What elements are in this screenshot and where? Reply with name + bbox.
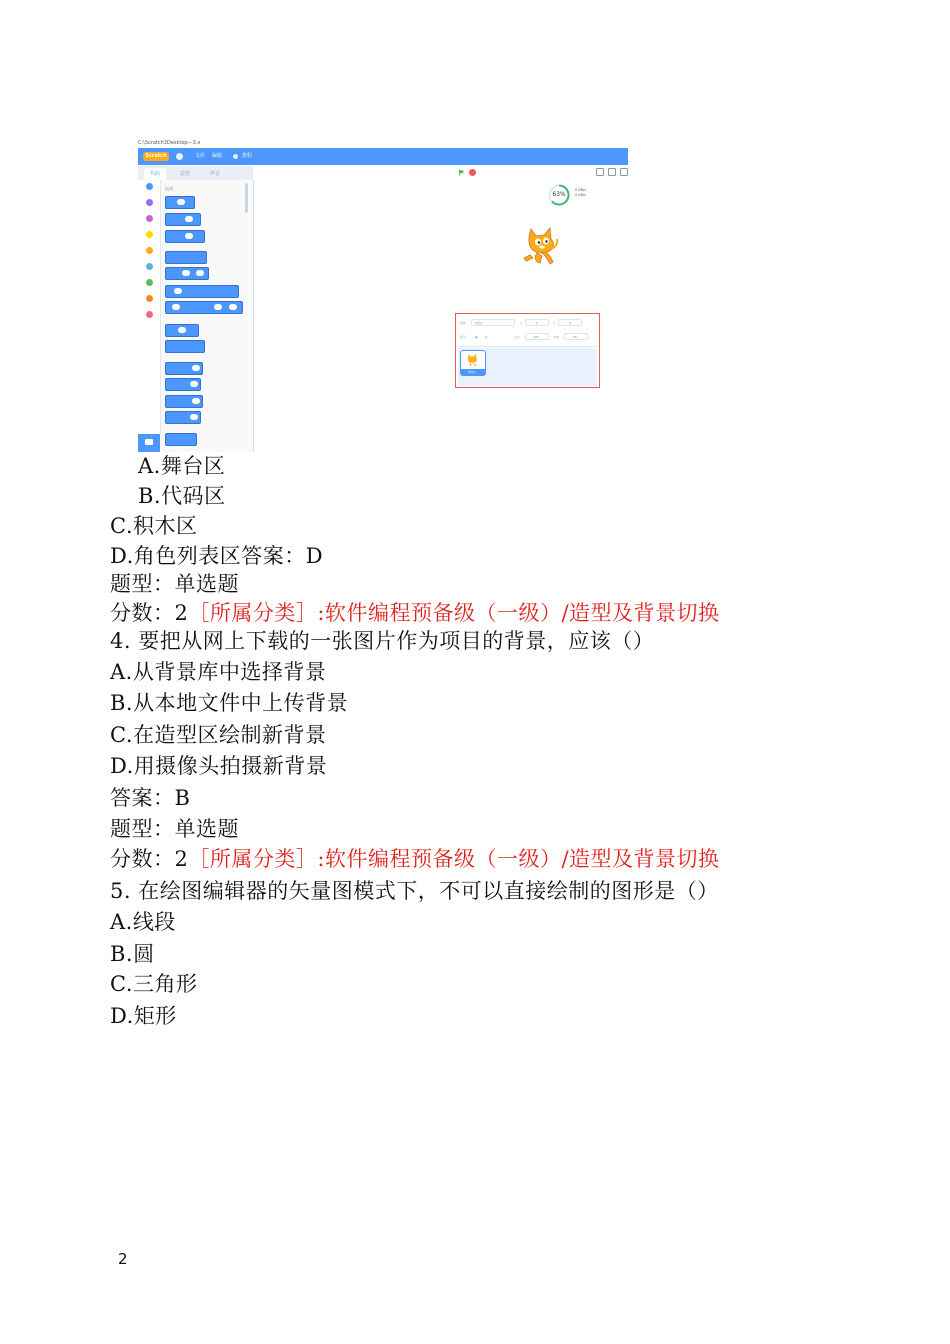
text-line: 4. 要把从网上下载的一张图片作为项目的背景，应该（） — [110, 629, 655, 653]
sprite-name-field[interactable] — [471, 319, 515, 326]
text-line: C.三角形 — [110, 972, 198, 996]
block-go-to[interactable] — [165, 251, 207, 264]
cat-thumbnail-icon — [465, 352, 480, 367]
scratch-cat-sprite[interactable] — [522, 225, 560, 267]
scratch-screenshot — [138, 139, 628, 452]
text-line: C.积木区 — [110, 514, 198, 538]
block-glide-to-xy[interactable] — [165, 301, 243, 314]
block-point-direction[interactable] — [165, 324, 199, 337]
sprite-list-area — [455, 313, 600, 388]
hide-icon[interactable]: ◎ — [485, 335, 488, 339]
download-speed: 0 KB/s — [575, 193, 587, 197]
score-category-line — [110, 599, 720, 627]
block-categories — [138, 180, 161, 434]
text-line: B.从本地文件中上传背景 — [110, 691, 349, 715]
tab-costumes[interactable]: 造型 — [180, 171, 191, 177]
y-value: 0 — [569, 321, 571, 325]
editor-tabs — [138, 166, 253, 180]
block-go-to-xy[interactable] — [165, 267, 209, 280]
upload-speed: 0 KB/s — [575, 188, 587, 192]
globe-icon[interactable] — [176, 153, 183, 160]
size-label: 大小 — [514, 335, 521, 339]
category-label: ［所属分类］:软件编程预备级（一级）/造型及背景切换 — [188, 601, 720, 625]
text-line: 5. 在绘图编辑器的矢量图模式下，不可以直接绘制的图形是（） — [110, 879, 719, 903]
text-line: B.圆 — [110, 942, 155, 966]
x-label: x — [520, 321, 522, 325]
x-field[interactable] — [525, 319, 549, 326]
sprite-info-panel — [458, 316, 597, 347]
direction-label: 方向 — [553, 335, 560, 339]
window-path: C:\Scratch3Desktop—3.x — [138, 140, 201, 146]
stop-icon[interactable] — [469, 169, 476, 176]
text-line: D.角色列表区答案：D — [110, 544, 324, 568]
sprite-thumbnail[interactable] — [460, 350, 486, 376]
palette-title: 运动 — [165, 186, 173, 191]
x-value: 0 — [536, 321, 538, 325]
show-visible-icon[interactable]: ◉ — [475, 335, 478, 339]
tutorial-icon — [233, 154, 238, 159]
text-line: 题型：单选题 — [110, 817, 239, 841]
tab-code[interactable]: 代码 — [144, 168, 166, 180]
large-stage-icon[interactable] — [608, 168, 616, 176]
sprite-thumbnails — [458, 348, 597, 386]
direction-value: 90 — [573, 335, 577, 339]
scratch-logo: Scratch — [143, 152, 169, 161]
sprite-label: 角色 — [460, 321, 467, 325]
score-category-line — [110, 845, 720, 873]
block-bounce[interactable] — [165, 433, 197, 446]
size-value: 100 — [533, 335, 539, 339]
block-change-y[interactable] — [165, 395, 203, 408]
add-extension-button[interactable] — [138, 434, 160, 452]
text-line: 答案：B — [110, 786, 191, 810]
category-variables[interactable] — [146, 295, 153, 302]
stage-header — [456, 167, 628, 179]
y-label: y — [553, 321, 555, 325]
category-label: ［所属分类］:软件编程预备级（一级）/造型及背景切换 — [188, 847, 720, 871]
score-label: 分数：2 — [110, 847, 189, 871]
text-line: C.在造型区绘制新背景 — [110, 723, 327, 747]
text-line: A.舞台区 — [138, 454, 226, 478]
gauge-value: 63% — [552, 191, 566, 198]
menu-edit[interactable]: 编辑 — [212, 153, 223, 159]
text-line: D.用摄像头拍摄新背景 — [110, 754, 328, 778]
category-sensing[interactable] — [146, 263, 153, 270]
text-line: A.从背景库中选择背景 — [110, 660, 327, 684]
text-line: 题型：单选题 — [110, 572, 239, 596]
text-line: D.矩形 — [110, 1004, 177, 1028]
small-stage-icon[interactable] — [596, 168, 604, 176]
text-line: B.代码区 — [138, 484, 226, 508]
category-events[interactable] — [146, 231, 153, 238]
category-motion[interactable] — [146, 183, 153, 190]
category-my-blocks[interactable] — [146, 311, 153, 318]
category-looks[interactable] — [146, 199, 153, 206]
block-set-x[interactable] — [165, 378, 201, 391]
y-field[interactable] — [558, 319, 582, 326]
network-speed — [575, 188, 586, 198]
block-move[interactable] — [165, 196, 195, 209]
tab-sounds[interactable]: 声音 — [210, 171, 221, 177]
sprite-name-value: 角色1 — [475, 321, 483, 325]
show-label: 显示 — [460, 335, 467, 339]
block-set-y[interactable] — [165, 411, 201, 424]
sprite-thumbnail-label: 角色1 — [461, 369, 485, 375]
palette-scrollbar[interactable] — [245, 183, 248, 213]
direction-field[interactable] — [564, 333, 588, 340]
green-flag-icon[interactable] — [458, 169, 465, 176]
page-number: 2 — [118, 1250, 128, 1268]
menu-file[interactable]: 文件 — [195, 153, 206, 159]
menu-tutorials[interactable]: 教程 — [242, 153, 253, 159]
scratch-menubar — [138, 148, 628, 165]
category-operators[interactable] — [146, 279, 153, 286]
block-glide-to[interactable] — [165, 285, 239, 298]
block-change-x[interactable] — [165, 362, 203, 375]
category-control[interactable] — [146, 247, 153, 254]
block-point-towards[interactable] — [165, 340, 205, 353]
size-field[interactable] — [525, 333, 549, 340]
text-line: A.线段 — [110, 910, 176, 934]
score-label: 分数：2 — [110, 601, 189, 625]
fullscreen-icon[interactable] — [620, 168, 628, 176]
block-turn-right[interactable] — [165, 213, 201, 226]
block-turn-left[interactable] — [165, 230, 205, 243]
category-sound[interactable] — [146, 215, 153, 222]
